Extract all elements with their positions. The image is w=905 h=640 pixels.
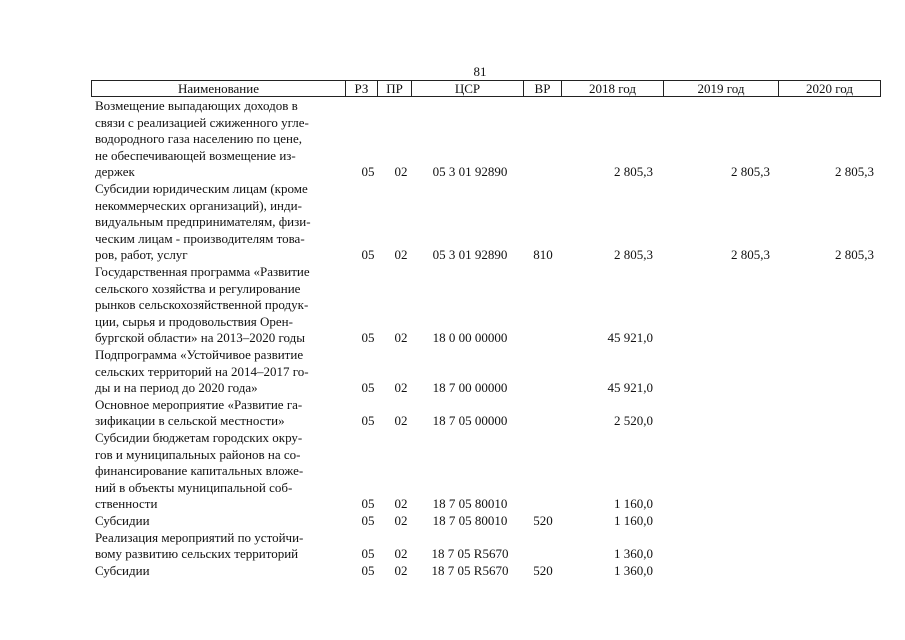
- row-2018: 1 360,0: [614, 562, 653, 578]
- row-rz: 05: [361, 496, 375, 512]
- row-name: Реализация мероприятий по устойчи- вому развитию сельских территорий: [95, 529, 304, 562]
- row-2018: 45 921,0: [607, 330, 653, 346]
- row-csr: 18 7 00 00000: [432, 380, 508, 396]
- row-2020: 2 805,3: [835, 247, 874, 263]
- table-row: [0, 347, 905, 397]
- table-row: [0, 513, 905, 530]
- table-row: [0, 98, 905, 181]
- row-2018: 45 921,0: [607, 380, 653, 396]
- row-pr: 02: [394, 562, 408, 578]
- row-pr: 02: [394, 164, 408, 180]
- header-pr: ПР: [377, 81, 411, 96]
- header-rz: РЗ: [345, 81, 377, 96]
- row-2018: 2 805,3: [614, 247, 653, 263]
- row-pr: 02: [394, 513, 408, 528]
- row-csr: 18 7 05 80010: [432, 496, 508, 512]
- row-csr: 18 0 00 00000: [432, 330, 508, 346]
- row-rz: 05: [361, 513, 375, 528]
- row-rz: 05: [361, 380, 375, 396]
- row-2019: 2 805,3: [731, 247, 770, 263]
- row-pr: 02: [394, 330, 408, 346]
- table-row: [0, 397, 905, 430]
- row-2020: 2 805,3: [835, 164, 874, 180]
- row-vr: 520: [533, 562, 553, 578]
- table-row: [0, 530, 905, 563]
- row-2019: 2 805,3: [731, 164, 770, 180]
- table-row: [0, 563, 905, 580]
- row-csr: 05 3 01 92890: [432, 247, 508, 263]
- row-name: Основное мероприятие «Развитие га- зификации в сельской местности»: [95, 396, 303, 429]
- header-vr: ВР: [523, 81, 561, 96]
- row-rz: 05: [361, 164, 375, 180]
- header-2020: 2020 год: [778, 81, 880, 96]
- row-csr: 18 7 05 00000: [432, 413, 508, 429]
- header-csr: ЦСР: [411, 81, 523, 96]
- table-row: [0, 181, 905, 264]
- row-pr: 02: [394, 496, 408, 512]
- row-name: Государственная программа «Развитие сельского хозяйства и регулирование рынков сельскохозяйственной продук- ции, сырья и продовольствия Орен- бургской области» на 2013–2020 годы: [95, 264, 310, 346]
- row-name: Субсидии юридическим лицам (кроме некоммерческих организаций), инди- видуальным предпринимателям, физи- ческим лицам - производителям това- ров, работ, услуг: [95, 181, 311, 263]
- header-name: Наименование: [178, 81, 259, 96]
- row-rz: 05: [361, 330, 375, 346]
- page-number: 81: [473, 64, 487, 79]
- table-header: [91, 80, 881, 97]
- row-2018: 1 160,0: [614, 513, 653, 528]
- row-name: Субсидии: [95, 513, 150, 528]
- table-row: [0, 264, 905, 347]
- row-pr: 02: [394, 247, 408, 263]
- row-pr: 02: [394, 546, 408, 562]
- row-csr: 18 7 05 R5670: [431, 546, 509, 562]
- row-rz: 05: [361, 413, 375, 429]
- row-pr: 02: [394, 413, 408, 429]
- row-2018: 1 160,0: [614, 496, 653, 512]
- row-name: Субсидии: [95, 562, 150, 578]
- row-rz: 05: [361, 562, 375, 578]
- row-csr: 18 7 05 80010: [432, 513, 508, 528]
- row-rz: 05: [361, 247, 375, 263]
- row-pr: 02: [394, 380, 408, 396]
- row-name: Субсидии бюджетам городских окру- гов и муниципальных районов на со- финансирование капитальных вложе- ний в объекты муниципальной соб- ственности: [95, 430, 304, 512]
- header-2018: 2018 год: [561, 81, 663, 96]
- row-name: Возмещение выпадающих доходов в связи с реализацией сжиженного угле- водородного газа населению по цене, не обеспечивающей возмещение из- держек: [95, 98, 309, 180]
- row-vr: 810: [533, 247, 553, 263]
- row-csr: 18 7 05 R5670: [431, 562, 509, 578]
- row-name: Подпрограмма «Устойчивое развитие сельских территорий на 2014–2017 го- ды и на период до 2020 года»: [95, 347, 309, 396]
- table-row: [0, 430, 905, 513]
- header-2019: 2019 год: [663, 81, 778, 96]
- row-2018: 2 805,3: [614, 164, 653, 180]
- row-csr: 05 3 01 92890: [432, 164, 508, 180]
- row-rz: 05: [361, 546, 375, 562]
- row-2018: 1 360,0: [614, 546, 653, 562]
- row-vr: 520: [533, 513, 553, 528]
- row-2018: 2 520,0: [614, 413, 653, 429]
